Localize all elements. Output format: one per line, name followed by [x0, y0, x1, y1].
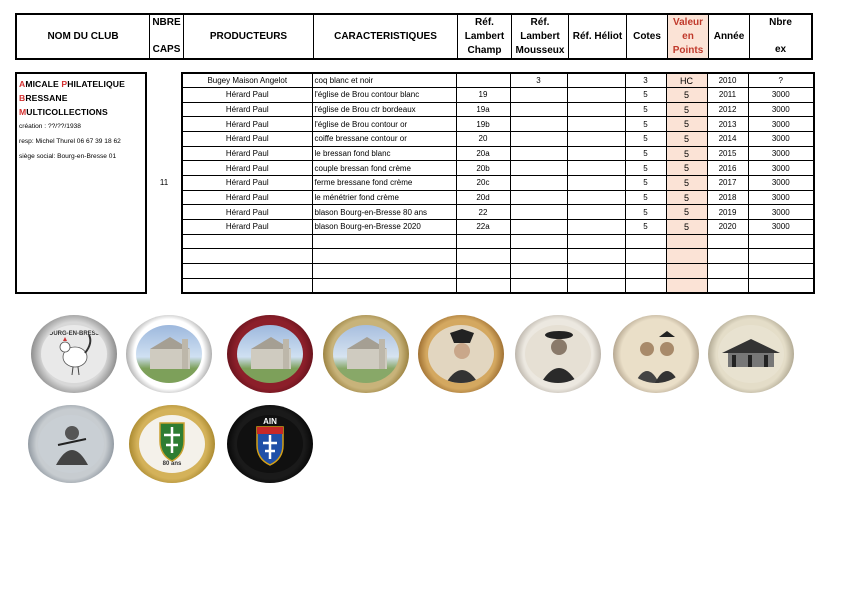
- cell-ref-champ: [456, 234, 510, 249]
- header-ref-heliot: [568, 15, 626, 58]
- club-name-text: MICALE: [25, 79, 62, 89]
- cell-ref-champ: [456, 264, 510, 279]
- club-responsible: resp: Michel Thurel 06 67 39 18 62: [19, 138, 121, 145]
- farmhouse-icon: [718, 325, 784, 383]
- club-initial: M: [19, 107, 27, 117]
- cell-caracteristique: l'église de Brou contour or: [312, 117, 456, 132]
- cell-ref-mousseux: [510, 132, 567, 147]
- cell-valeur: 5: [666, 205, 707, 220]
- table-row: [182, 73, 814, 88]
- cell-ref-mousseux: [510, 278, 567, 293]
- cell-ref-heliot: [567, 132, 625, 147]
- cell-valeur: 5: [666, 176, 707, 191]
- cell-nbre: 3000: [748, 220, 814, 235]
- cell-caracteristique: ferme bressane fond crème: [312, 176, 456, 191]
- table-row: [182, 176, 814, 191]
- cell-ref-mousseux: [510, 249, 567, 264]
- club-creation: création : ??/??/1938: [19, 123, 81, 130]
- club-name-text: RESSANE: [25, 93, 68, 103]
- cell-caracteristique: [312, 264, 456, 279]
- cell-caracteristique: blason Bourg-en-Bresse 2020: [312, 220, 456, 235]
- header-label: Réf.: [530, 16, 550, 28]
- header-annee: [708, 15, 749, 58]
- header-label: Mousseux: [515, 44, 565, 56]
- portrait-icon: [623, 325, 689, 383]
- cell-cote: 5: [625, 161, 666, 176]
- header-label: Cotes: [633, 30, 661, 42]
- club-initial: P: [61, 79, 68, 89]
- cell-ref-heliot: [567, 161, 625, 176]
- cell-ref-mousseux: [510, 264, 567, 279]
- cell-cote: [625, 278, 666, 293]
- caps-table: [181, 72, 815, 294]
- cell-ref-heliot: [567, 88, 625, 103]
- cell-ref-heliot: [567, 176, 625, 191]
- cell-ref-champ: [456, 73, 510, 88]
- cell-nbre: 3000: [748, 117, 814, 132]
- cell-cote: [625, 264, 666, 279]
- cell-valeur: 5: [666, 132, 707, 147]
- church-icon: [237, 325, 303, 383]
- cell-nbre: [748, 249, 814, 264]
- cell-cote: 5: [625, 102, 666, 117]
- cell-nbre: 3000: [748, 146, 814, 161]
- cell-ref-champ: 19a: [456, 102, 510, 117]
- cell-producteur: Hérard Paul: [182, 102, 312, 117]
- cell-producteur: Hérard Paul: [182, 176, 312, 191]
- cell-producteur: Hérard Paul: [182, 220, 312, 235]
- header-label: Réf.: [475, 16, 494, 28]
- cell-ref-heliot: [567, 146, 625, 161]
- cell-nbre: [748, 278, 814, 293]
- cell-producteur: Hérard Paul: [182, 205, 312, 220]
- header-nom-du-club: [17, 15, 149, 58]
- cell-nbre: ?: [748, 73, 814, 88]
- cell-ref-heliot: [567, 249, 625, 264]
- header-nbre-ex: [749, 15, 811, 58]
- cell-ref-champ: [456, 278, 510, 293]
- header-label: ex: [774, 44, 787, 55]
- cell-ref-heliot: [567, 234, 625, 249]
- cell-caracteristique: coiffe bressane contour or: [312, 132, 456, 147]
- cell-valeur: 5: [666, 190, 707, 205]
- cell-ref-champ: 22: [456, 205, 510, 220]
- cell-ref-heliot: [567, 102, 625, 117]
- table-row: [182, 190, 814, 205]
- cap-coiffe-bressane: [418, 315, 504, 393]
- cell-producteur: [182, 249, 312, 264]
- cell-ref-mousseux: [510, 220, 567, 235]
- cell-ref-mousseux: [510, 234, 567, 249]
- church-icon: [333, 325, 399, 383]
- cell-ref-mousseux: [510, 161, 567, 176]
- empty-table-row: [182, 249, 814, 264]
- nbre-caps-value: 11: [159, 178, 169, 187]
- cell-ref-champ: 19b: [456, 117, 510, 132]
- cell-valeur: [666, 234, 707, 249]
- cell-valeur: 5: [666, 102, 707, 117]
- cap-bressan: [515, 315, 601, 393]
- cell-producteur: [182, 234, 312, 249]
- club-initial: A: [19, 79, 26, 89]
- cell-cote: 5: [625, 146, 666, 161]
- header-label: en: [682, 30, 694, 42]
- cell-ref-heliot: [567, 205, 625, 220]
- header-valeur-en-points: [667, 15, 708, 58]
- cell-caracteristique: coq blanc et noir: [312, 73, 456, 88]
- cap-eglise-brou-bordeaux: [227, 315, 313, 393]
- header-label: Année: [713, 30, 745, 42]
- header-label: PRODUCTEURS: [209, 30, 288, 42]
- header-nbre-caps: [149, 15, 183, 58]
- header-label: Nbre: [769, 17, 792, 28]
- header-label: NBRE: [152, 17, 181, 28]
- cell-ref-mousseux: [510, 102, 567, 117]
- header-caracteristiques: [313, 15, 457, 58]
- cell-ref-mousseux: [510, 117, 567, 132]
- cell-caracteristique: l'église de Brou ctr bordeaux: [312, 102, 456, 117]
- cell-annee: 2016: [707, 161, 748, 176]
- table-row: [182, 88, 814, 103]
- header-label: Valeur: [672, 16, 704, 28]
- table-header: [15, 13, 813, 60]
- table-row: [182, 117, 814, 132]
- cell-caracteristique: [312, 278, 456, 293]
- cell-ref-champ: 19: [456, 88, 510, 103]
- cell-producteur: [182, 278, 312, 293]
- cell-valeur: 5: [666, 88, 707, 103]
- cell-ref-champ: [456, 249, 510, 264]
- cell-annee: 2017: [707, 176, 748, 191]
- cap-rooster: [31, 315, 117, 393]
- cell-ref-heliot: [567, 73, 625, 88]
- club-name-text: HILATELIQUE: [67, 79, 125, 89]
- cell-annee: 2010: [707, 73, 748, 88]
- club-name-text: ULTICOLLECTIONS: [26, 107, 108, 117]
- header-label: Lambert: [520, 30, 560, 42]
- cell-cote: 5: [625, 88, 666, 103]
- cell-annee: 2013: [707, 117, 748, 132]
- cell-cote: [625, 249, 666, 264]
- cell-ref-champ: 20b: [456, 161, 510, 176]
- cell-nbre: 3000: [748, 132, 814, 147]
- cell-valeur: [666, 278, 707, 293]
- cell-producteur: Bugey Maison Angelot: [182, 73, 312, 88]
- portrait-icon: [525, 325, 591, 383]
- church-icon: [136, 325, 202, 383]
- portrait-icon: [428, 325, 494, 383]
- rooster-icon: [41, 325, 107, 383]
- cell-valeur: 5: [666, 146, 707, 161]
- cell-annee: 2014: [707, 132, 748, 147]
- cell-cote: 5: [625, 190, 666, 205]
- cell-ref-heliot: [567, 264, 625, 279]
- header-label: CAPS: [152, 44, 181, 55]
- cell-valeur: [666, 264, 707, 279]
- cell-cote: 5: [625, 117, 666, 132]
- cap-couple-bressan: [613, 315, 699, 393]
- cell-annee: [707, 234, 748, 249]
- header-label: CARACTERISTIQUES: [334, 30, 437, 42]
- cell-annee: 2015: [707, 146, 748, 161]
- header-producteurs: [183, 15, 313, 58]
- cell-annee: 2019: [707, 205, 748, 220]
- cell-producteur: Hérard Paul: [182, 146, 312, 161]
- cap-text: AIN: [263, 417, 277, 426]
- cell-caracteristique: le ménétrier fond crème: [312, 190, 456, 205]
- cell-ref-heliot: [567, 220, 625, 235]
- cell-ref-heliot: [567, 278, 625, 293]
- cell-valeur: 5: [666, 220, 707, 235]
- cell-ref-mousseux: [510, 176, 567, 191]
- cap-blason-80-ans: [129, 405, 215, 483]
- club-initial: B: [19, 93, 26, 103]
- cell-caracteristique: [312, 249, 456, 264]
- cell-ref-champ: 20c: [456, 176, 510, 191]
- cell-caracteristique: le bressan fond blanc: [312, 146, 456, 161]
- musician-icon: [38, 415, 104, 473]
- table-row: [182, 146, 814, 161]
- cell-ref-champ: 20d: [456, 190, 510, 205]
- cell-annee: 2020: [707, 220, 748, 235]
- club-headquarters: siège social: Bourg-en-Bresse 01: [19, 153, 117, 160]
- cell-producteur: Hérard Paul: [182, 161, 312, 176]
- cell-nbre: 3000: [748, 190, 814, 205]
- header-ref-lambert-mousseux: [511, 15, 568, 58]
- cell-ref-mousseux: [510, 190, 567, 205]
- cell-valeur: [666, 249, 707, 264]
- cap-text: BOURG-EN-BRESSE: [44, 331, 104, 337]
- cell-nbre: [748, 234, 814, 249]
- cell-annee: 2011: [707, 88, 748, 103]
- table-row: [182, 205, 814, 220]
- cell-valeur: 5: [666, 161, 707, 176]
- cell-annee: [707, 278, 748, 293]
- cell-nbre: 3000: [748, 176, 814, 191]
- cell-ref-heliot: [567, 190, 625, 205]
- cell-caracteristique: couple bressan fond crème: [312, 161, 456, 176]
- empty-table-row: [182, 278, 814, 293]
- cell-producteur: Hérard Paul: [182, 132, 312, 147]
- cell-ref-mousseux: 3: [510, 73, 567, 88]
- table-row: [182, 161, 814, 176]
- club-name-line-3: [19, 105, 143, 119]
- club-name-line-1: [19, 77, 143, 91]
- cell-ref-mousseux: [510, 205, 567, 220]
- cap-text: 80 ans: [162, 461, 182, 467]
- empty-table-row: [182, 264, 814, 279]
- cell-nbre: 3000: [748, 161, 814, 176]
- cell-ref-champ: 22a: [456, 220, 510, 235]
- cell-producteur: Hérard Paul: [182, 117, 312, 132]
- header-label: Réf. Héliot: [572, 30, 623, 42]
- cell-nbre: [748, 264, 814, 279]
- cell-annee: 2018: [707, 190, 748, 205]
- cell-producteur: Hérard Paul: [182, 190, 312, 205]
- cell-caracteristique: l'église de Brou contour blanc: [312, 88, 456, 103]
- cell-ref-champ: 20: [456, 132, 510, 147]
- cell-nbre: 3000: [748, 102, 814, 117]
- cell-nbre: 3000: [748, 205, 814, 220]
- cell-valeur: 5: [666, 117, 707, 132]
- cell-cote: [625, 234, 666, 249]
- club-name-line-2: [19, 91, 143, 105]
- table-row: [182, 132, 814, 147]
- cell-ref-champ: 20a: [456, 146, 510, 161]
- cell-caracteristique: [312, 234, 456, 249]
- cell-ref-mousseux: [510, 88, 567, 103]
- cell-valeur: HC: [666, 73, 707, 88]
- cell-ref-heliot: [567, 117, 625, 132]
- header-label: NOM DU CLUB: [47, 30, 119, 42]
- cell-annee: [707, 264, 748, 279]
- cell-cote: 5: [625, 132, 666, 147]
- table-row: [182, 220, 814, 235]
- cell-nbre: 3000: [748, 88, 814, 103]
- cap-blason-2020: [227, 405, 313, 483]
- club-info: [15, 72, 147, 294]
- empty-table-row: [182, 234, 814, 249]
- cell-annee: 2012: [707, 102, 748, 117]
- cell-producteur: Hérard Paul: [182, 88, 312, 103]
- header-ref-lambert-champ: [457, 15, 511, 58]
- cap-eglise-brou-blanc: [126, 315, 212, 393]
- header-label: Lambert: [464, 30, 505, 42]
- cell-producteur: [182, 264, 312, 279]
- cap-menetrier: [28, 405, 114, 483]
- header-label: Champ: [467, 44, 502, 56]
- cell-annee: [707, 249, 748, 264]
- cell-cote: 5: [625, 176, 666, 191]
- cell-cote: 5: [625, 205, 666, 220]
- cell-cote: 3: [625, 73, 666, 88]
- header-label: Points: [672, 44, 704, 56]
- cap-ferme-bressane: [708, 315, 794, 393]
- cap-eglise-brou-or: [323, 315, 409, 393]
- header-cotes: [626, 15, 667, 58]
- table-row: [182, 102, 814, 117]
- cell-caracteristique: blason Bourg-en-Bresse 80 ans: [312, 205, 456, 220]
- cell-cote: 5: [625, 220, 666, 235]
- cell-ref-mousseux: [510, 146, 567, 161]
